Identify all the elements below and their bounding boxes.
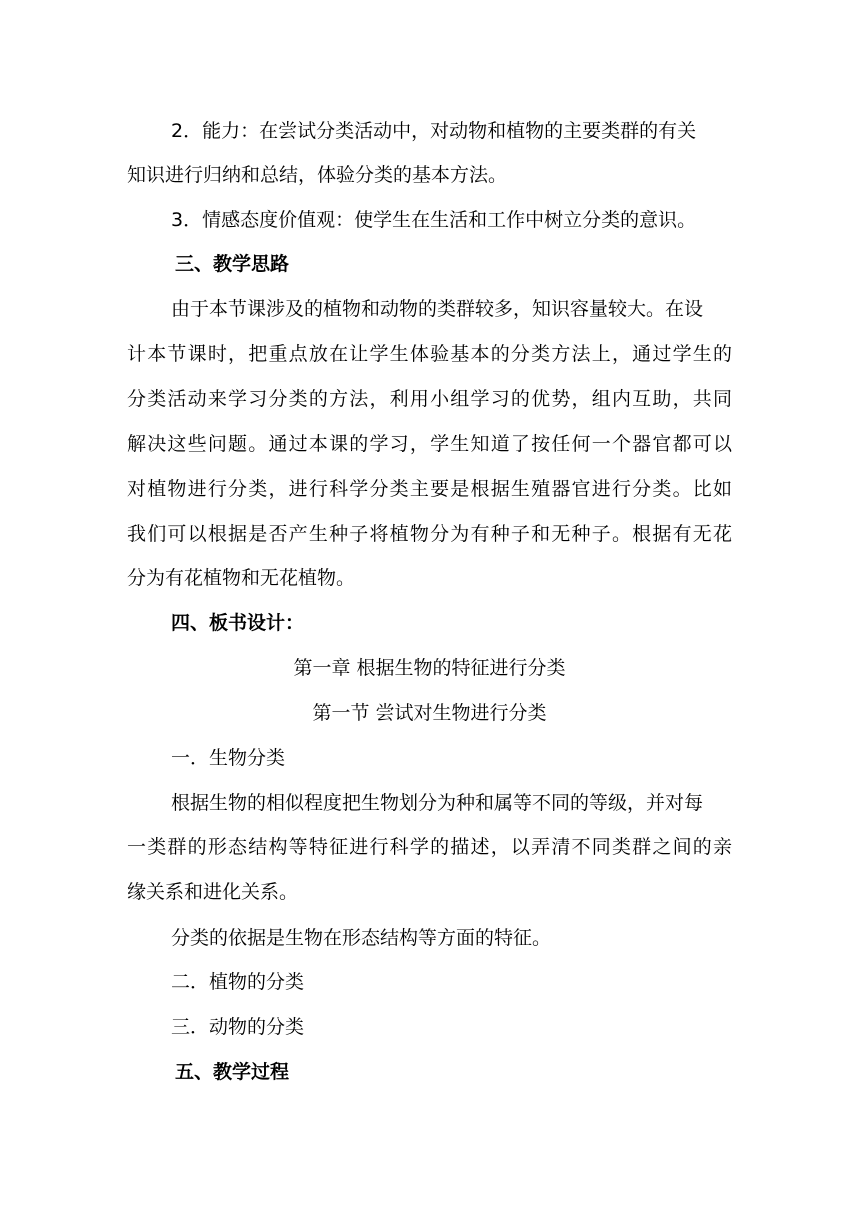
definition-line-1: 根据生物的相似程度把生物划分为种和属等不同的等级，并对每 bbox=[171, 792, 704, 814]
heading-teaching-thinking: 三、教学思路 bbox=[175, 253, 290, 275]
board-section-title: 第一节 尝试对生物进行分类 bbox=[312, 702, 547, 724]
thinking-line-1: 由于本节课涉及的植物和动物的类群较多，知识容量较大。在设 bbox=[171, 298, 704, 320]
heading-teaching-process: 五、教学过程 bbox=[175, 1061, 290, 1083]
board-item-3: 三．动物的分类 bbox=[171, 1016, 305, 1038]
thinking-line-3: 分类活动来学习分类的方法，利用小组学习的优势，组内互助，共同 bbox=[127, 388, 732, 410]
classification-basis: 分类的依据是生物在形态结构等方面的特征。 bbox=[171, 927, 552, 949]
thinking-line-6: 我们可以根据是否产生种子将植物分为有种子和无种子。根据有无花 bbox=[127, 523, 732, 545]
heading-board-design: 四、板书设计： bbox=[171, 612, 305, 634]
definition-line-3: 缘关系和进化关系。 bbox=[127, 881, 299, 903]
definition-line-2: 一类群的形态结构等特征进行科学的描述，以弄清不同类群之间的亲 bbox=[127, 836, 732, 858]
thinking-line-2: 计本节课时，把重点放在让学生体验基本的分类方法上，通过学生的 bbox=[127, 343, 732, 365]
board-item-2: 二．植物的分类 bbox=[171, 971, 305, 993]
thinking-line-4: 解决这些问题。通过本课的学习，学生知道了按任何一个器官都可以 bbox=[127, 433, 732, 455]
ability-line-1: 2．能力：在尝试分类活动中，对动物和植物的主要类群的有关 bbox=[171, 120, 697, 142]
board-chapter-title: 第一章 根据生物的特征进行分类 bbox=[293, 657, 566, 679]
thinking-line-7: 分为有花植物和无花植物。 bbox=[127, 567, 356, 589]
attitude-line-1: 3．情感态度价值观：使学生在生活和工作中树立分类的意识。 bbox=[171, 209, 697, 231]
ability-line-2: 知识进行归纳和总结，体验分类的基本方法。 bbox=[127, 164, 508, 186]
thinking-line-5: 对植物进行分类，进行科学分类主要是根据生殖器官进行分类。比如 bbox=[127, 478, 732, 500]
board-item-1: 一．生物分类 bbox=[171, 747, 286, 769]
